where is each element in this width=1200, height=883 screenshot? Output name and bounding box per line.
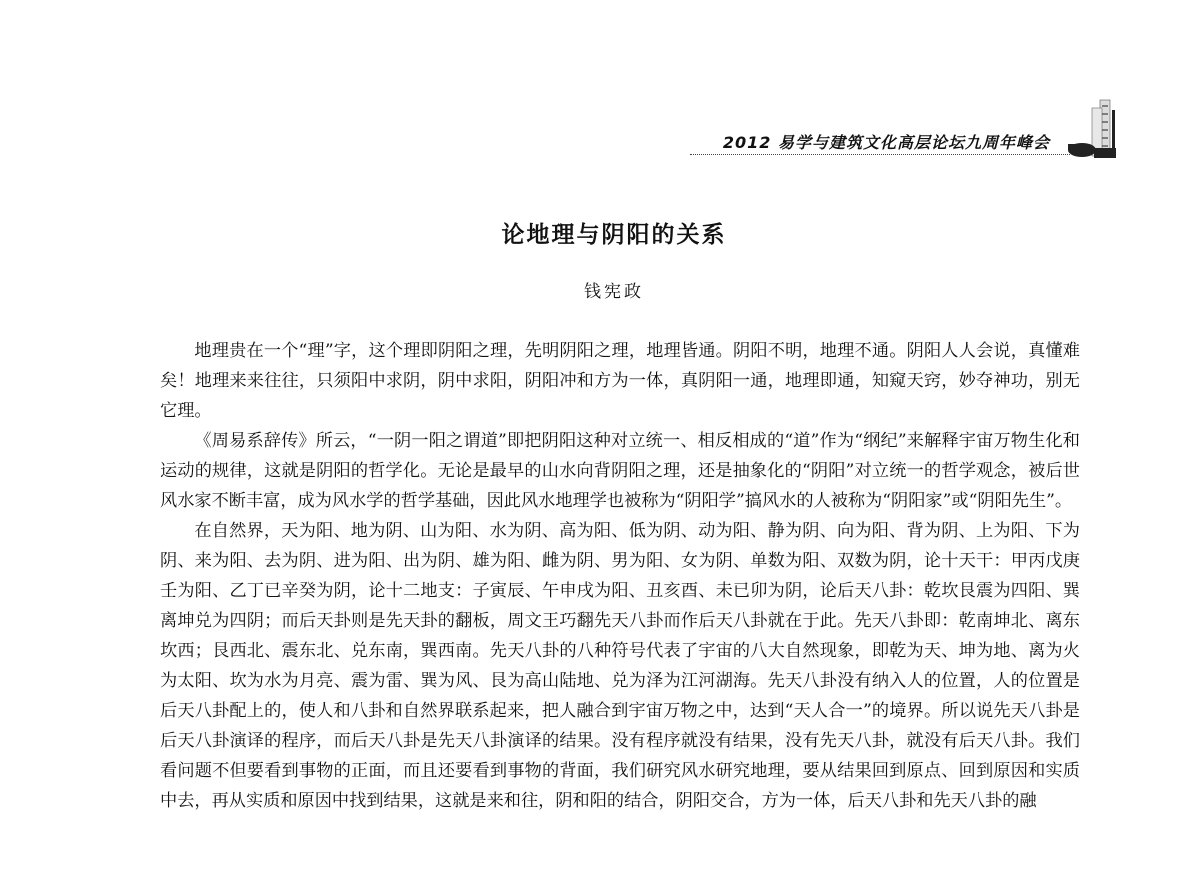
header-dotted-rule (690, 154, 1070, 155)
article-author: 钱宪政 (584, 282, 644, 302)
paragraph: 在自然界，天为阳、地为阴、山为阳、水为阴、高为阳、低为阴、动为阳、静为阴、向为阳、背为阴、上为阳、下为阴、来为阳、去为阴、进为阳、出为阴、雄为阳、雌为阴、男为阳、女为阴、单数为阳、双数为阴，论十天干：甲丙戊庚壬为阳、乙丁已辛癸为阴，论十二地支：子寅辰、午申戌为阳、丑亥酉、未已卯为阴，论后天八卦：乾坎艮震为四阳、巽离坤兑为四阴；而后天卦则是先天卦的翻板，周文王巧翻先天八卦而作后天八卦就在于此。先天八卦即：乾南坤北、离东坎西；艮西北、震东北、兑东南，巽西南。先天八卦的八种符号代表了宇宙的八大自然现象，即乾为天、坤为地、离为火为太阳、坎为水为月亮、震为雷、巽为风、艮为高山陆地、兑为泽为江河湖海。先天八卦没有纳入人的位置，人的位置是后天八卦配上的，使人和八卦和自然界联系起来，把人融合到宇宙万物之中，达到“天人合一”的境界。所以说先天八卦是后天八卦演译的程序，而后天八卦是先天八卦演译的结果。没有程序就没有结果，没有先天八卦，就没有后天八卦。我们看问题不但要看到事物的正面，而且还要看到事物的背面，我们研究风水研究地理，要从结果回到原点、回到原因和实质中去，再从实质和原因中找到结果，这就是来和往，阴和阳的结合，阴阳交合，方为一体，后天八卦和先天八卦的融 (160, 521, 1080, 811)
article-body (160, 336, 1080, 816)
paragraph: 《周易系辞传》所云，“一阴一阳之谓道”即把阴阳这种对立统一、相反相成的“道”作为“纲纪”来解释宇宙万物生化和运动的规律，这就是阴阳的哲学化。无论是最早的山水向背阴阳之理，还是抽象化的“阴阳”对立统一的哲学观念，被后世风水家不断丰富，成为风水学的哲学基础，因此风水地理学也被称为“阴阳学”搞风水的人被称为“阴阳家”或“阴阳先生”。 (160, 431, 1080, 511)
paragraph: 地理贵在一个“理”字，这个理即阴阳之理，先明阴阳之理，地理皆通。阴阳不明，地理不通。阴阳人人会说，真懂难矣！地理来来往往，只须阳中求阴，阴中求阳，阴阳冲和方为一体，真阴阳一通，地理即通，知窥天窍，妙夺神功，别无它理。 (160, 341, 1080, 421)
running-header (690, 130, 1070, 156)
running-header-text: 2012 易学与建筑文化高层论坛九周年峰会 (722, 133, 1050, 152)
pagoda-emblem-icon (1062, 98, 1120, 160)
article-title: 论地理与阴阳的关系 (501, 222, 727, 248)
